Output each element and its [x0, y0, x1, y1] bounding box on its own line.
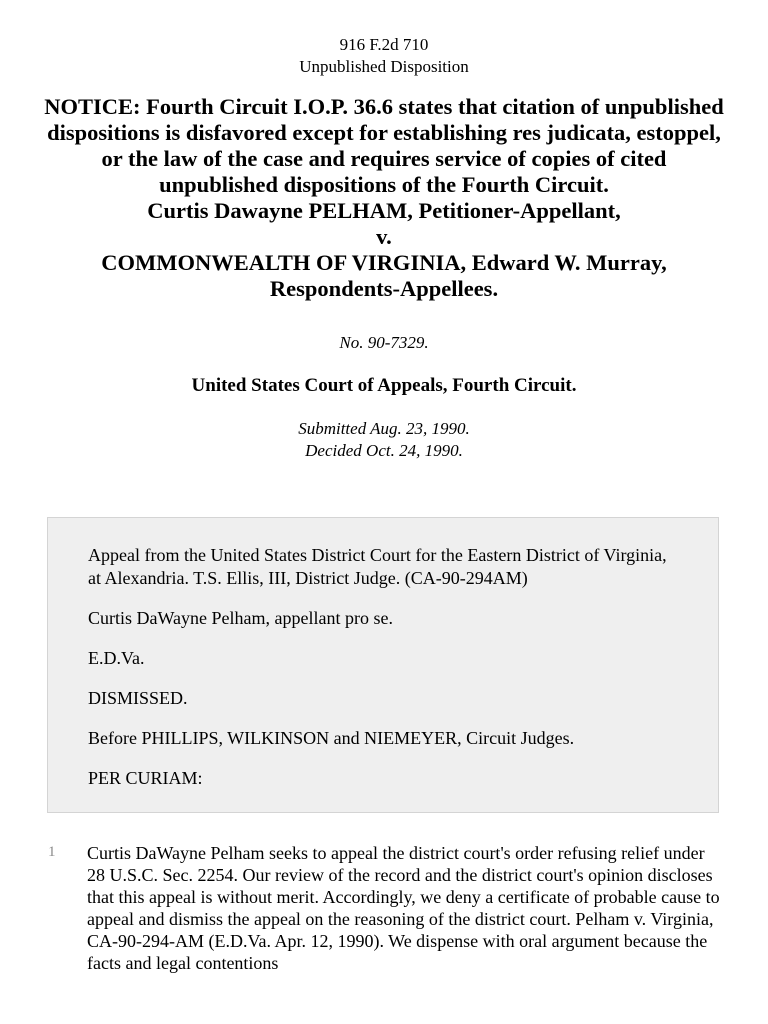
reporter-citation: 916 F.2d 710	[339, 35, 429, 54]
disposition-text: DISMISSED.	[88, 688, 188, 708]
counsel-text: Curtis DaWayne Pelham, appellant pro se.	[88, 608, 393, 628]
citation-notice: NOTICE: Fourth Circuit I.O.P. 36.6 states that citation of unpublished dispositions is disfavored except for establishing res judicata, estoppel, or the law of the case and requires service of copies of cited unpublished dispositions of the Fourth Circuit.	[44, 94, 724, 197]
docket-number: No. 90-7329.	[339, 333, 429, 352]
case-caption	[0, 198, 768, 302]
per-curiam-label: PER CURIAM:	[88, 768, 203, 788]
opinion-paragraph	[0, 842, 768, 974]
paragraph-number: 1	[48, 844, 56, 860]
disposition-label: Unpublished Disposition	[299, 57, 469, 76]
syllabus-panel	[47, 517, 719, 813]
opinion-body	[0, 842, 768, 974]
appellant-party: Curtis Dawayne PELHAM, Petitioner-Appellant,	[147, 198, 621, 223]
versus-label: v.	[376, 224, 392, 249]
panel-text: Before PHILLIPS, WILKINSON and NIEMEYER, Circuit Judges.	[88, 728, 575, 748]
appellee-parties: COMMONWEALTH OF VIRGINIA, Edward W. Murray, Respondents-Appellees.	[101, 250, 667, 301]
submitted-date: Submitted Aug. 23, 1990.	[298, 419, 470, 438]
court-name: United States Court of Appeals, Fourth Circuit.	[191, 375, 577, 396]
paragraph-text: Curtis DaWayne Pelham seeks to appeal the district court's order refusing relief under 28 U.S.C. Sec. 2254. Our review of the record and the district court's opinion discloses that this appeal is without merit. Accordingly, we deny a certificate of probable cause to appeal and dismiss the appeal on the reasoning of the district court. Pelham v. Virginia, CA-90-294-AM (E.D.Va. Apr. 12, 1990). We dispense with oral argument because the facts and legal contentions	[87, 843, 720, 973]
case-dates	[0, 418, 768, 462]
document-header	[0, 0, 768, 78]
decided-date: Decided Oct. 24, 1990.	[305, 441, 463, 460]
district-text: E.D.Va.	[88, 648, 145, 668]
appeal-from-text: Appeal from the United States District Court for the Eastern District of Virginia, at Alexandria. T.S. Ellis, III, District Judge. (CA-90-294AM)	[88, 545, 667, 588]
